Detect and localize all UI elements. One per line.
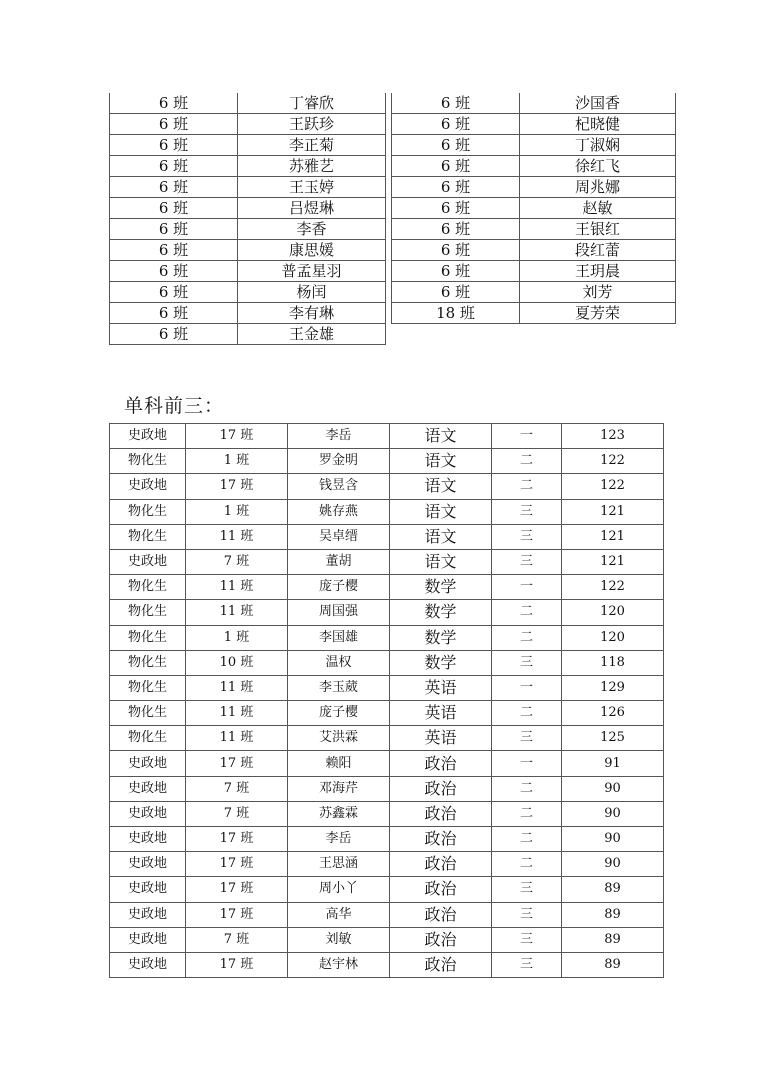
student-name-cell: 罗金明 <box>288 449 390 474</box>
student-name-cell: 夏芳荣 <box>520 303 676 324</box>
class-cell: 7 班 <box>186 927 288 952</box>
score-cell: 122 <box>562 474 664 499</box>
score-cell: 123 <box>562 424 664 449</box>
table-row <box>110 114 386 135</box>
score-cell: 89 <box>562 877 664 902</box>
rank-cell: 二 <box>492 852 562 877</box>
student-name-cell: 周兆娜 <box>520 177 676 198</box>
track-cell: 物化生 <box>110 449 186 474</box>
rank-cell: 二 <box>492 600 562 625</box>
subject-cell: 英语 <box>390 701 492 726</box>
rank-cell: 三 <box>492 549 562 574</box>
subject-cell: 政治 <box>390 902 492 927</box>
student-name-cell: 李香 <box>238 219 386 240</box>
table-row <box>392 282 676 303</box>
subject-cell: 政治 <box>390 952 492 977</box>
class-cell: 6 班 <box>392 198 520 219</box>
student-name-cell: 邓海芹 <box>288 776 390 801</box>
subject-cell: 数学 <box>390 650 492 675</box>
class-cell: 11 班 <box>186 524 288 549</box>
score-cell: 90 <box>562 827 664 852</box>
table-row <box>110 177 386 198</box>
student-name-cell: 李国雄 <box>288 625 390 650</box>
table-row <box>110 449 664 474</box>
score-cell: 118 <box>562 650 664 675</box>
rank-cell: 二 <box>492 801 562 826</box>
student-name-cell: 刘芳 <box>520 282 676 303</box>
table-row <box>110 801 664 826</box>
subject-cell: 政治 <box>390 801 492 826</box>
subject-cell: 语文 <box>390 524 492 549</box>
score-cell: 91 <box>562 751 664 776</box>
class-cell: 6 班 <box>392 219 520 240</box>
score-cell: 121 <box>562 524 664 549</box>
table-row <box>110 852 664 877</box>
table-row <box>392 93 676 114</box>
rank-cell: 三 <box>492 952 562 977</box>
table-row <box>110 726 664 751</box>
class-cell: 11 班 <box>186 575 288 600</box>
rank-cell: 三 <box>492 927 562 952</box>
table-row <box>110 625 664 650</box>
rank-cell: 二 <box>492 449 562 474</box>
class-cell: 6 班 <box>110 282 238 303</box>
class-cell: 1 班 <box>186 499 288 524</box>
class-cell: 6 班 <box>392 282 520 303</box>
score-cell: 122 <box>562 575 664 600</box>
subject-cell: 数学 <box>390 575 492 600</box>
score-cell: 120 <box>562 600 664 625</box>
rank-cell: 一 <box>492 575 562 600</box>
class-cell: 7 班 <box>186 801 288 826</box>
table-row <box>110 499 664 524</box>
track-cell: 史政地 <box>110 902 186 927</box>
rank-cell: 二 <box>492 474 562 499</box>
table-row <box>110 303 386 324</box>
table-row <box>110 927 664 952</box>
rank-cell: 三 <box>492 877 562 902</box>
class-cell: 6 班 <box>110 93 238 114</box>
class-cell: 6 班 <box>392 156 520 177</box>
subject-cell: 政治 <box>390 877 492 902</box>
section-heading: 单科前三： <box>124 395 225 417</box>
track-cell: 史政地 <box>110 751 186 776</box>
rank-cell: 三 <box>492 524 562 549</box>
student-name-cell: 王玉婷 <box>238 177 386 198</box>
class-cell: 18 班 <box>392 303 520 324</box>
score-cell: 90 <box>562 852 664 877</box>
student-name-cell: 王金雄 <box>238 324 386 345</box>
rank-cell: 三 <box>492 902 562 927</box>
student-name-cell: 李正菊 <box>238 135 386 156</box>
table-row <box>392 240 676 261</box>
table-row <box>392 198 676 219</box>
table-row <box>110 902 664 927</box>
rank-cell: 一 <box>492 675 562 700</box>
table-row <box>110 261 386 282</box>
student-name-cell: 赵宇林 <box>288 952 390 977</box>
table-row <box>110 575 664 600</box>
table-row <box>110 701 664 726</box>
table-row <box>110 600 664 625</box>
subject-cell: 政治 <box>390 927 492 952</box>
subject-cell: 政治 <box>390 751 492 776</box>
track-cell: 物化生 <box>110 499 186 524</box>
track-cell: 物化生 <box>110 726 186 751</box>
track-cell: 物化生 <box>110 650 186 675</box>
score-cell: 122 <box>562 449 664 474</box>
student-name-cell: 庞子樱 <box>288 701 390 726</box>
table-row <box>110 952 664 977</box>
class-cell: 7 班 <box>186 549 288 574</box>
rank-cell: 二 <box>492 776 562 801</box>
class-cell: 17 班 <box>186 852 288 877</box>
student-name-cell: 艾洪霖 <box>288 726 390 751</box>
table-row <box>110 751 664 776</box>
rank-cell: 二 <box>492 625 562 650</box>
track-cell: 物化生 <box>110 524 186 549</box>
class-cell: 6 班 <box>392 240 520 261</box>
subject-cell: 语文 <box>390 449 492 474</box>
score-cell: 121 <box>562 549 664 574</box>
student-name-cell: 徐红飞 <box>520 156 676 177</box>
class-cell: 1 班 <box>186 625 288 650</box>
class-cell: 6 班 <box>392 135 520 156</box>
score-cell: 126 <box>562 701 664 726</box>
subject-cell: 数学 <box>390 625 492 650</box>
track-cell: 史政地 <box>110 424 186 449</box>
table-row <box>110 135 386 156</box>
class-cell: 17 班 <box>186 827 288 852</box>
score-cell: 89 <box>562 952 664 977</box>
score-cell: 129 <box>562 675 664 700</box>
rank-cell: 二 <box>492 701 562 726</box>
table-row <box>392 303 676 324</box>
score-cell: 120 <box>562 625 664 650</box>
class-list-right-table <box>391 93 676 324</box>
student-name-cell: 刘敏 <box>288 927 390 952</box>
subject-cell: 语文 <box>390 424 492 449</box>
table-row <box>110 93 386 114</box>
class-cell: 6 班 <box>392 177 520 198</box>
table-row <box>110 324 386 345</box>
student-name-cell: 苏雅艺 <box>238 156 386 177</box>
class-cell: 6 班 <box>110 177 238 198</box>
track-cell: 史政地 <box>110 877 186 902</box>
rank-cell: 一 <box>492 424 562 449</box>
class-cell: 17 班 <box>186 952 288 977</box>
track-cell: 史政地 <box>110 827 186 852</box>
student-name-cell: 温权 <box>288 650 390 675</box>
top-three-table <box>109 423 664 978</box>
track-cell: 史政地 <box>110 852 186 877</box>
score-cell: 89 <box>562 902 664 927</box>
student-name-cell: 杨闰 <box>238 282 386 303</box>
subject-cell: 数学 <box>390 600 492 625</box>
class-cell: 6 班 <box>392 93 520 114</box>
subject-cell: 政治 <box>390 852 492 877</box>
student-name-cell: 段红蕾 <box>520 240 676 261</box>
subject-cell: 语文 <box>390 549 492 574</box>
student-name-cell: 赵敏 <box>520 198 676 219</box>
table-row <box>110 198 386 219</box>
class-cell: 6 班 <box>110 303 238 324</box>
track-cell: 物化生 <box>110 701 186 726</box>
class-cell: 10 班 <box>186 650 288 675</box>
subject-cell: 语文 <box>390 499 492 524</box>
class-cell: 6 班 <box>110 198 238 219</box>
table-row <box>392 261 676 282</box>
track-cell: 物化生 <box>110 600 186 625</box>
class-cell: 1 班 <box>186 449 288 474</box>
table-row <box>110 156 386 177</box>
subject-cell: 政治 <box>390 776 492 801</box>
subject-cell: 政治 <box>390 827 492 852</box>
table-row <box>110 877 664 902</box>
rank-cell: 二 <box>492 827 562 852</box>
score-cell: 90 <box>562 776 664 801</box>
class-cell: 17 班 <box>186 751 288 776</box>
class-cell: 11 班 <box>186 726 288 751</box>
student-name-cell: 丁淑娴 <box>520 135 676 156</box>
student-name-cell: 杞晓健 <box>520 114 676 135</box>
track-cell: 史政地 <box>110 474 186 499</box>
table-row <box>392 156 676 177</box>
table-row <box>110 549 664 574</box>
track-cell: 物化生 <box>110 675 186 700</box>
student-name-cell: 沙国香 <box>520 93 676 114</box>
table-row <box>110 827 664 852</box>
student-name-cell: 普孟星羽 <box>238 261 386 282</box>
student-name-cell: 周国强 <box>288 600 390 625</box>
class-cell: 17 班 <box>186 474 288 499</box>
track-cell: 史政地 <box>110 927 186 952</box>
class-list-left-table <box>109 93 386 345</box>
table-row <box>110 650 664 675</box>
score-cell: 89 <box>562 927 664 952</box>
student-name-cell: 高华 <box>288 902 390 927</box>
class-cell: 6 班 <box>110 324 238 345</box>
student-name-cell: 钱昱含 <box>288 474 390 499</box>
student-name-cell: 李岳 <box>288 424 390 449</box>
class-cell: 6 班 <box>110 240 238 261</box>
table-row <box>392 219 676 240</box>
track-cell: 物化生 <box>110 575 186 600</box>
track-cell: 史政地 <box>110 549 186 574</box>
table-row <box>110 282 386 303</box>
student-name-cell: 王银红 <box>520 219 676 240</box>
student-name-cell: 苏鑫霖 <box>288 801 390 826</box>
rank-cell: 三 <box>492 726 562 751</box>
student-name-cell: 庞子樱 <box>288 575 390 600</box>
rank-cell: 一 <box>492 751 562 776</box>
rank-cell: 三 <box>492 650 562 675</box>
table-row <box>110 524 664 549</box>
student-name-cell: 王跃珍 <box>238 114 386 135</box>
student-name-cell: 李玉葳 <box>288 675 390 700</box>
table-row <box>110 219 386 240</box>
class-cell: 6 班 <box>392 114 520 135</box>
class-cell: 17 班 <box>186 902 288 927</box>
table-row <box>110 424 664 449</box>
class-cell: 11 班 <box>186 600 288 625</box>
class-cell: 6 班 <box>110 114 238 135</box>
class-cell: 11 班 <box>186 701 288 726</box>
student-name-cell: 赖阳 <box>288 751 390 776</box>
class-cell: 6 班 <box>110 156 238 177</box>
score-cell: 125 <box>562 726 664 751</box>
class-cell: 6 班 <box>110 219 238 240</box>
class-cell: 6 班 <box>110 135 238 156</box>
table-row <box>392 135 676 156</box>
subject-cell: 英语 <box>390 675 492 700</box>
subject-cell: 语文 <box>390 474 492 499</box>
track-cell: 物化生 <box>110 625 186 650</box>
student-name-cell: 康思媛 <box>238 240 386 261</box>
class-cell: 11 班 <box>186 675 288 700</box>
table-row <box>110 675 664 700</box>
student-name-cell: 姚存燕 <box>288 499 390 524</box>
rank-cell: 三 <box>492 499 562 524</box>
student-name-cell: 李岳 <box>288 827 390 852</box>
student-name-cell: 吕煜琳 <box>238 198 386 219</box>
student-name-cell: 吴卓缙 <box>288 524 390 549</box>
class-cell: 6 班 <box>392 261 520 282</box>
table-row <box>110 776 664 801</box>
table-row <box>110 240 386 261</box>
class-cell: 17 班 <box>186 424 288 449</box>
class-cell: 6 班 <box>110 261 238 282</box>
class-cell: 17 班 <box>186 877 288 902</box>
table-row <box>392 114 676 135</box>
student-name-cell: 周小丫 <box>288 877 390 902</box>
class-cell: 7 班 <box>186 776 288 801</box>
student-name-cell: 李有琳 <box>238 303 386 324</box>
track-cell: 史政地 <box>110 952 186 977</box>
student-name-cell: 王思涵 <box>288 852 390 877</box>
student-name-cell: 丁睿欣 <box>238 93 386 114</box>
student-name-cell: 董胡 <box>288 549 390 574</box>
table-row <box>110 474 664 499</box>
score-cell: 90 <box>562 801 664 826</box>
score-cell: 121 <box>562 499 664 524</box>
table-row <box>392 177 676 198</box>
track-cell: 史政地 <box>110 801 186 826</box>
student-name-cell: 王玥晨 <box>520 261 676 282</box>
subject-cell: 英语 <box>390 726 492 751</box>
track-cell: 史政地 <box>110 776 186 801</box>
